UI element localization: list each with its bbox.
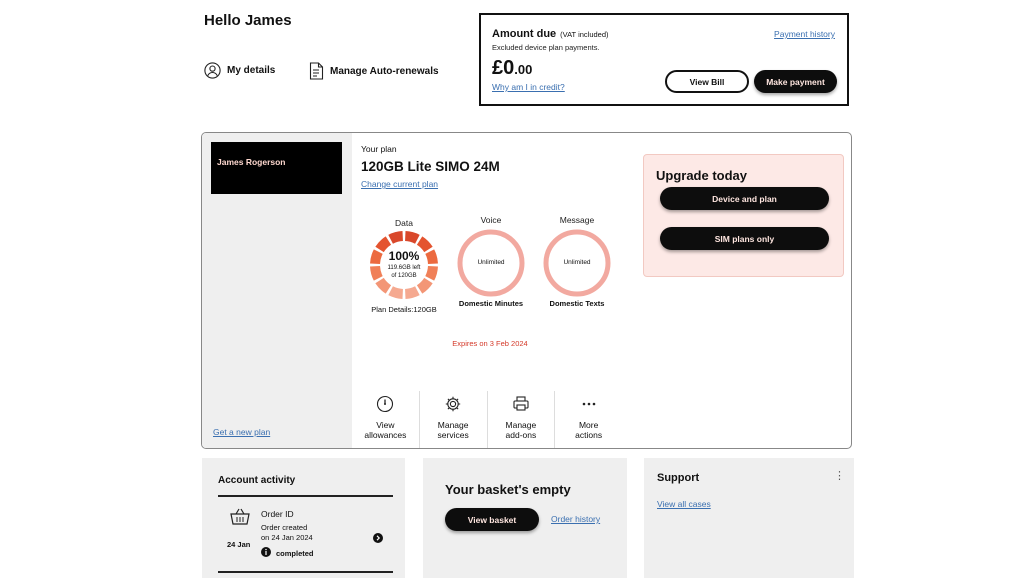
message-center-text: Unlimited bbox=[563, 259, 591, 266]
kebab-menu-icon[interactable]: ⋮ bbox=[834, 470, 845, 482]
payment-history-link[interactable]: Payment history bbox=[774, 29, 835, 39]
amount-pence: .00 bbox=[514, 62, 533, 77]
plan-sidebar bbox=[202, 133, 352, 448]
message-footer: Domestic Texts bbox=[549, 299, 605, 308]
voice-gauge-title: Voice bbox=[480, 215, 502, 225]
manage-auto-renewals-label: Manage Auto-renewals bbox=[330, 65, 439, 77]
expiry-notice: Expires on 3 Feb 2024 bbox=[452, 339, 528, 348]
divider bbox=[218, 495, 393, 497]
upgrade-title: Upgrade today bbox=[656, 168, 748, 183]
sim-plans-only-button[interactable]: SIM plans only bbox=[660, 227, 829, 250]
amount-due-title bbox=[492, 28, 609, 40]
order-created-line1: Order created bbox=[261, 523, 308, 532]
data-ring-segment bbox=[388, 231, 403, 244]
data-ring-segment bbox=[375, 278, 391, 294]
account-name-card: James Rogerson bbox=[211, 142, 342, 194]
basket-title: Your basket's empty bbox=[445, 482, 571, 497]
view-basket-button[interactable]: View basket bbox=[445, 508, 539, 531]
change-plan-link[interactable]: Change current plan bbox=[361, 179, 439, 189]
order-date: 24 Jan bbox=[227, 540, 251, 549]
data-left-line1: 119.6GB left bbox=[387, 265, 421, 271]
divider bbox=[218, 571, 393, 573]
upgrade-panel bbox=[643, 154, 844, 277]
view-allowances-line1: View bbox=[376, 420, 395, 430]
account-activity-title: Account activity bbox=[218, 475, 296, 486]
data-gauge-title: Data bbox=[395, 218, 413, 228]
order-status-text: completed bbox=[276, 548, 314, 558]
vat-note: (VAT included) bbox=[560, 30, 609, 39]
order-id-label: Order ID bbox=[261, 509, 294, 519]
amount-due-subtitle: Excluded device plan payments. bbox=[492, 43, 600, 52]
document-icon bbox=[309, 62, 324, 80]
manage-services-action[interactable] bbox=[420, 391, 488, 449]
voice-gauge bbox=[456, 228, 526, 303]
view-bill-button[interactable]: View Bill bbox=[665, 70, 749, 93]
gear-icon bbox=[444, 395, 462, 420]
account-activity-card bbox=[202, 458, 405, 578]
chevron-right-icon[interactable] bbox=[373, 530, 383, 548]
why-in-credit-link[interactable]: Why am I in credit? bbox=[492, 82, 565, 92]
manage-addons-line1: Manage bbox=[505, 420, 537, 430]
manage-services-line1: Manage bbox=[437, 420, 469, 430]
manage-addons-line2: add-ons bbox=[505, 430, 537, 440]
data-left-line2: of 120GB bbox=[391, 273, 417, 279]
my-details-link[interactable] bbox=[204, 62, 275, 79]
data-gauge bbox=[368, 229, 440, 306]
voice-footer: Domestic Minutes bbox=[458, 299, 524, 308]
view-all-cases-link[interactable]: View all cases bbox=[657, 499, 711, 509]
data-ring-segment bbox=[417, 278, 433, 294]
ellipsis-icon bbox=[580, 395, 598, 420]
user-icon bbox=[204, 62, 221, 79]
your-plan-label: Your plan bbox=[361, 144, 397, 154]
more-actions-line1: More bbox=[578, 420, 599, 430]
amount-due-value bbox=[492, 57, 532, 80]
support-title: Support bbox=[657, 472, 700, 484]
manage-auto-renewals-link[interactable] bbox=[309, 62, 439, 80]
device-and-plan-button[interactable]: Device and plan bbox=[660, 187, 829, 210]
greeting-heading: Hello James bbox=[204, 12, 292, 29]
plan-card bbox=[201, 132, 852, 449]
basket-icon bbox=[230, 508, 250, 531]
voice-center-text: Unlimited bbox=[477, 259, 505, 266]
message-gauge bbox=[542, 228, 612, 303]
info-icon bbox=[261, 547, 271, 559]
message-gauge-title: Message bbox=[559, 215, 595, 225]
make-payment-button[interactable]: Make payment bbox=[754, 70, 837, 93]
data-ring-segment bbox=[405, 286, 420, 299]
amount-pounds: £0 bbox=[492, 57, 515, 79]
order-created bbox=[261, 523, 351, 543]
plan-name: 120GB Lite SIMO 24M bbox=[361, 159, 500, 174]
more-actions-line2: actions bbox=[575, 430, 603, 440]
order-history-link[interactable]: Order history bbox=[551, 514, 601, 524]
gauge-icon bbox=[376, 395, 394, 420]
data-percent: 100% bbox=[388, 249, 420, 263]
amount-due-panel bbox=[479, 13, 849, 106]
amount-due-label: Amount due bbox=[492, 28, 557, 40]
order-created-line2: on 24 Jan 2024 bbox=[261, 533, 313, 542]
data-plan-details: Plan Details:120GB bbox=[371, 305, 437, 314]
manage-services-line2: services bbox=[437, 430, 469, 440]
more-actions-action[interactable] bbox=[555, 391, 622, 449]
order-status bbox=[261, 547, 314, 559]
view-allowances-action[interactable] bbox=[352, 391, 420, 449]
manage-addons-action[interactable] bbox=[488, 391, 556, 449]
view-allowances-line2: allowances bbox=[364, 430, 407, 440]
printer-icon bbox=[512, 395, 530, 420]
get-new-plan-link[interactable]: Get a new plan bbox=[213, 427, 271, 437]
data-ring-segment bbox=[405, 231, 420, 244]
data-ring-segment bbox=[388, 286, 403, 299]
basket-card bbox=[423, 458, 627, 578]
my-details-label: My details bbox=[227, 65, 276, 76]
support-card bbox=[644, 458, 854, 578]
plan-actions bbox=[352, 391, 622, 449]
